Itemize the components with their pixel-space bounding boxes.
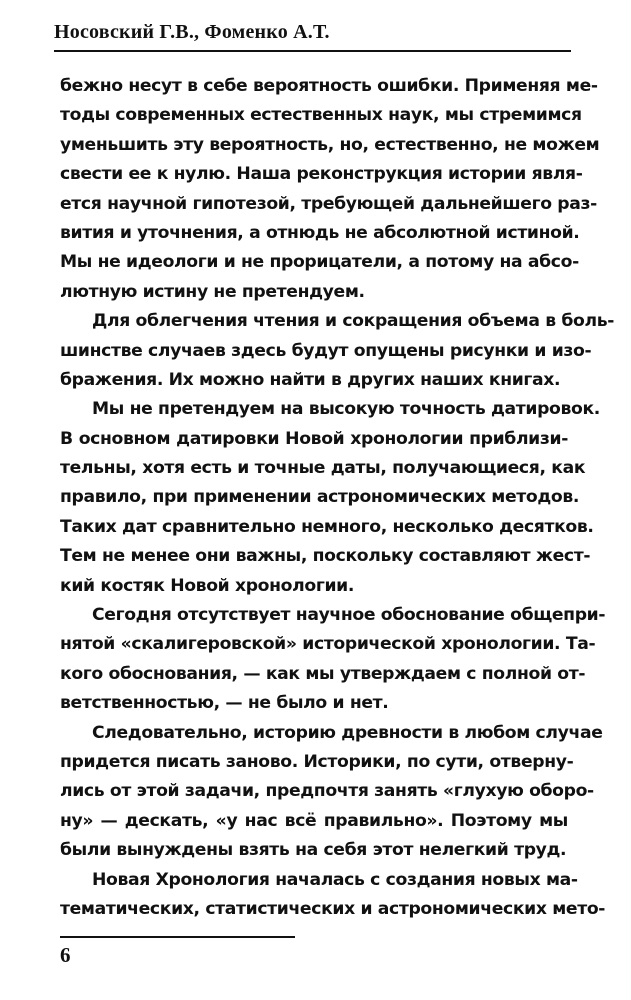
text-line: бежно несут в себе вероятность ошибки. Применяя ме- [60,76,598,96]
text-line: лись от этой задачи, предпочтя занять «глухую оборо- [60,781,594,802]
text-line: придется писать заново. Историки, по сути, отверну- [60,751,574,772]
text-line: лютную истину не претендуем. [60,281,365,302]
paragraph-first-line: Для облегчения чтения и сокращения объема в боль- [92,311,615,332]
text-line: Таких дат сравнительно немного, несколько десятков. [60,516,594,537]
page-number: 6 [60,943,71,967]
text-line: бражения. Их можно найти в других наших книгах. [60,369,561,390]
paragraph-first-line: Следовательно, историю древности в любом случае [92,722,603,743]
paragraph-first-line: Мы не претендуем на высокую точность датировок. [92,399,600,420]
paragraph-first-line: Новая Хронология началась с создания новых ма- [92,869,578,890]
text-line: тоды современных естественных наук, мы стремимся [60,105,582,126]
text-line: уменьшить эту вероятность, но, естественно, не можем [60,134,600,155]
text-line: свести ее к нулю. Наша реконструкция истории явля- [60,164,583,185]
text-line: кий костяк Новой хронологии. [60,575,355,596]
text-line: нятой «скалигеровской» исторической хронологии. Та- [60,634,596,655]
text-line: шинстве случаев здесь будут опущены рисунки и изо- [60,340,592,361]
running-head-title: Носовский Г.В., Фоменко А.Т. [54,21,330,43]
text-line: были вынуждены взять на себя этот нелегкий труд. [60,840,567,861]
header-rule [54,50,571,52]
paragraph-first-line: Сегодня отсутствует научное обоснование общепри- [92,605,606,626]
footer-rule [60,936,295,938]
text-line: ну» — дескать, «у нас всё правильно». Поэтому мы [60,810,568,831]
text-line: Мы не идеологи и не прорицатели, а потому на абсо- [60,252,579,273]
text-line: ветственностью, — не было и нет. [60,693,389,714]
text-line: В основном датировки Новой хронологии приблизи- [60,428,568,449]
text-line: вития и уточнения, а отнюдь не абсолютной истиной. [60,222,580,243]
text-line: Тем не менее они важны, поскольку составляют жест- [60,546,591,567]
text-line: ется научной гипотезой, требующей дальнейшего раз- [60,193,597,214]
text-line: правило, при применении астрономических методов. [60,487,580,508]
text-line: тельны, хотя есть и точные даты, получающиеся, как [60,458,586,479]
text-line: кого обоснования, — как мы утверждаем с полной от- [60,663,586,684]
body-text [60,72,615,924]
text-line: тематических, статистических и астрономических мето- [60,898,606,919]
